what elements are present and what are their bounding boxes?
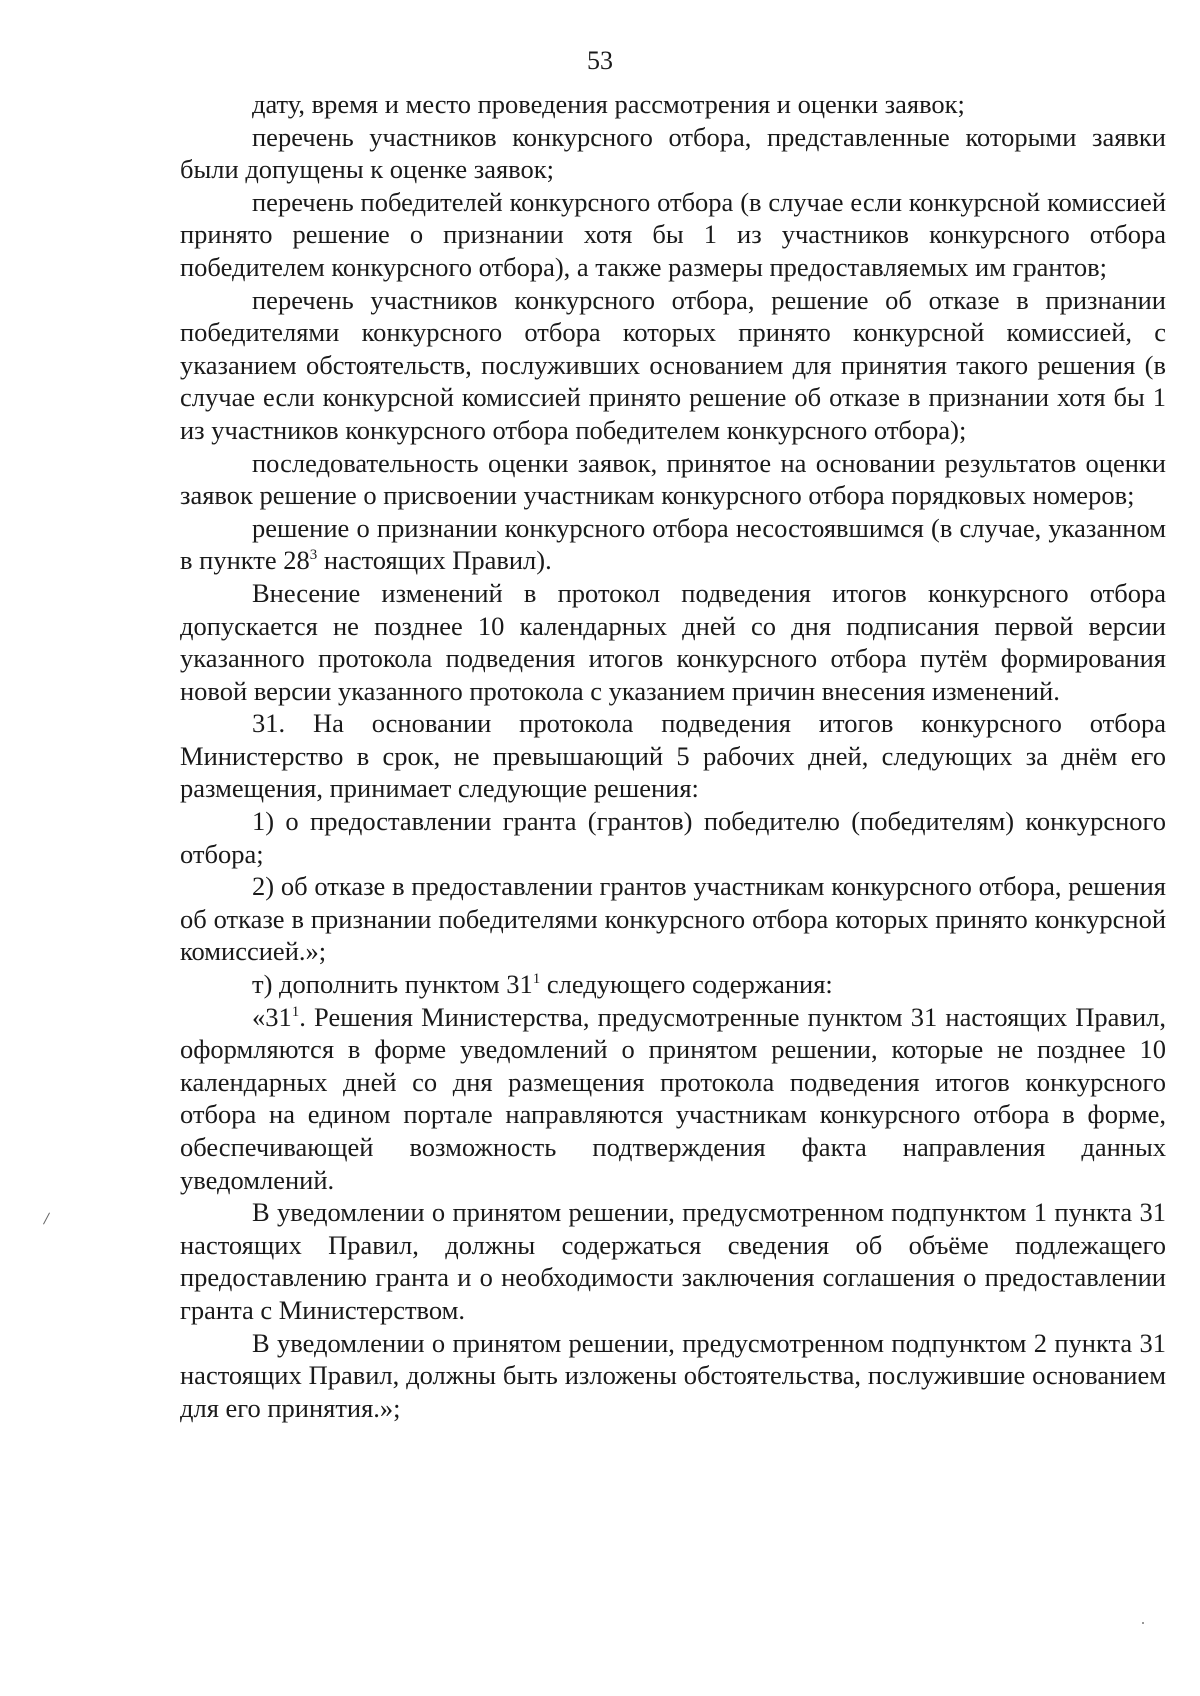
paragraph-subitem-2: 2) об отказе в предоставлении грантов участникам конкурсного отбора, решения об отказе в признании победителями конкурсного отбора которых принято конкурсной комиссией.»; <box>180 871 1166 967</box>
paragraph-winners-list: перечень победителей конкурсного отбора (в случае если конкурсной комиссией принято решение о признании хотя бы 1 из участников конкурсного отбора победителем конкурсного отбора), а также размеры предоставляемых им грантов; <box>180 186 1166 282</box>
scan-speck <box>1142 1622 1144 1624</box>
paragraph-review-date: дату, время и место проведения рассмотрения и оценки заявок; <box>252 89 965 119</box>
superscript: 3 <box>309 547 318 564</box>
paragraph-item-31-1 <box>180 1001 1166 1197</box>
paragraph-subitem-1: 1) о предоставлении гранта (грантов) победителю (победителям) конкурсного отбора; <box>180 806 1166 869</box>
paragraph-ranking: последовательность оценки заявок, принятое на основании результатов оценки заявок решение о присвоении участникам конкурсного отбора порядковых номеров; <box>180 447 1166 511</box>
superscript: 1 <box>532 971 541 988</box>
paragraph-text: «31 <box>252 1001 292 1032</box>
paragraph-supplement-instruction <box>180 968 1166 1001</box>
superscript: 1 <box>291 1003 300 1020</box>
page-number: 53 <box>587 46 613 75</box>
paragraph-admitted-participants: перечень участников конкурсного отбора, представленные которыми заявки были допущены к оценке заявок; <box>180 121 1166 185</box>
paragraph-text: решение о признании конкурсного отбора несостоявшимся (в случае, указанном в пункте 28 <box>180 512 1166 576</box>
scan-mark <box>43 1213 50 1225</box>
paragraph-notice-subitem-1: В уведомлении о принятом решении, предусмотренном подпунктом 1 пункта 31 настоящих Правил, должны содержаться сведения об объёме подлежащего предоставлению гранта и о необходимости заключения соглашения о предоставлении гранта с Министерством. <box>180 1197 1166 1325</box>
paragraph-protocol-changes: Внесение изменений в протокол подведения итогов конкурсного отбора допускается не позднее 10 календарных дней со дня подписания первой версии указанного протокола подведения итогов конкурсного отбора путём формирования новой версии указанного протокола с указанием причин внесения изменений. <box>180 577 1166 706</box>
paragraph-notice-subitem-2: В уведомлении о принятом решении, предусмотренном подпунктом 2 пункта 31 настоящих Правил, должны быть изложены обстоятельства, послужившие основанием для его принятия.»; <box>180 1327 1166 1423</box>
paragraph-rejected-participants: перечень участников конкурсного отбора, решение об отказе в признании победителями конкурсного отбора которых принято конкурсной комиссией, с указанием обстоятельств, послуживших основанием для принятия такого решения (в случае если конкурсной комиссией принято решение об отказе в признании хотя бы 1 из участников конкурсного отбора победителем конкурсного отбора); <box>180 284 1166 445</box>
paragraph-text: следующего содержания: <box>540 969 833 1000</box>
paragraph-text: настоящих Правил). <box>317 545 552 576</box>
document-body <box>180 88 1166 1424</box>
paragraph-text: . Решения Министерства, предусмотренные пунктом 31 настоящих Правил, оформляются в форме уведомлений о принятом решении, которые не позднее 10 календарных дней со дня размещения протокола подведения итогов конкурсного отбора на едином портале направляются участникам конкурсного отбора в форме, обеспечивающей возможность подтверждения факта направления данных уведомлений. <box>180 1001 1166 1195</box>
paragraph-text: т) дополнить пунктом 31 <box>252 969 533 1000</box>
paragraph-item-31: 31. На основании протокола подведения итогов конкурсного отбора Министерство в срок, не превышающий 5 рабочих дней, следующих за днём его размещения, принимает следующие решения: <box>180 708 1166 804</box>
paragraph-failed-selection <box>180 512 1166 577</box>
